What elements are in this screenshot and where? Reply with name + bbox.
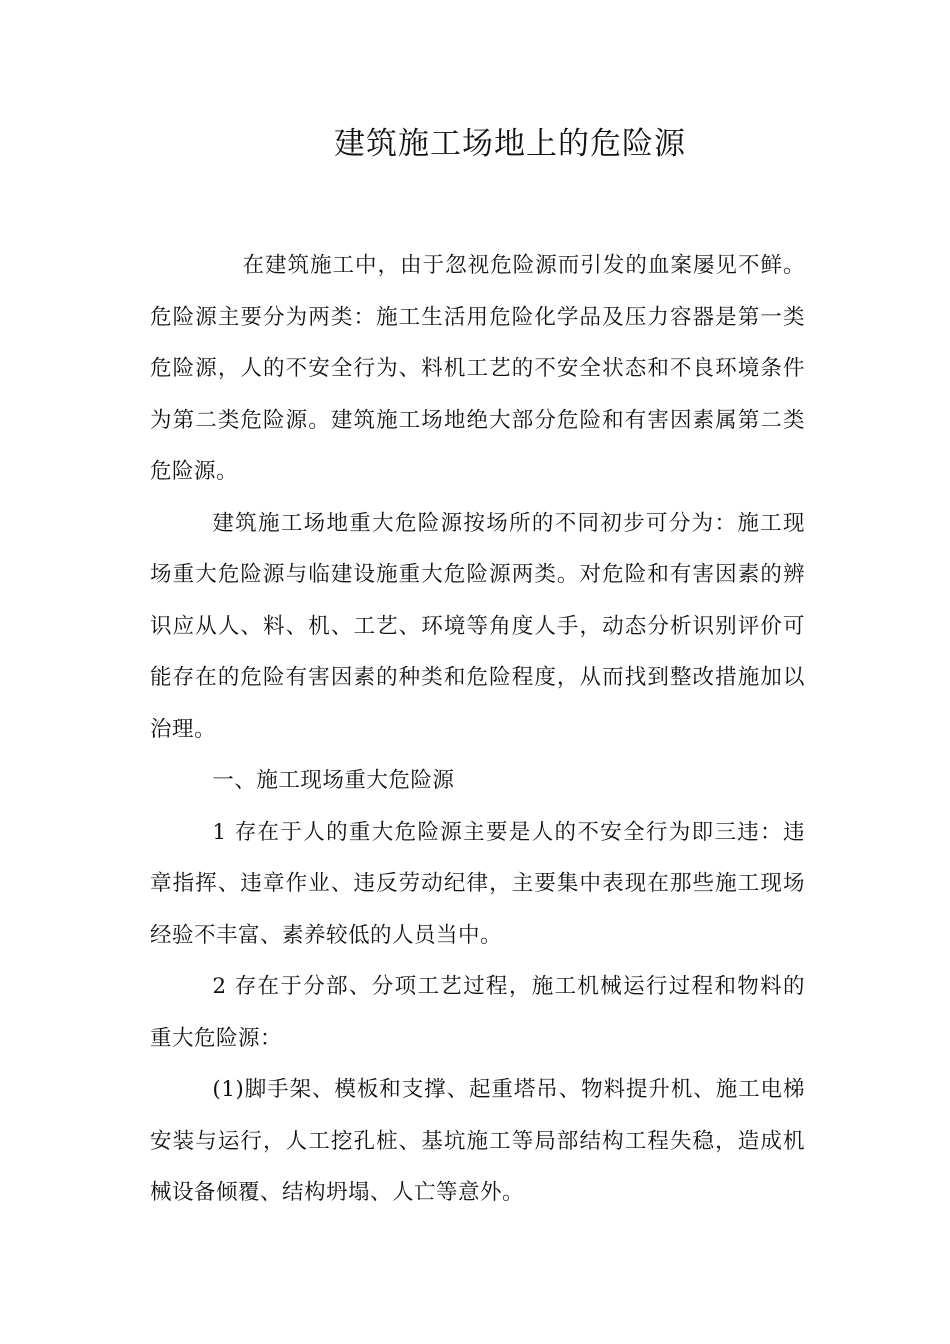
paragraph-classification: 建筑施工场地重大危险源按场所的不同初步可分为：施工现场重大危险源与临建设施重大危险源两类。对危险和有害因素的辨识应从人、料、机、工艺、环境等角度人手，动态分析识别评价可能存在的危险有害因素的种类和危险程度，从而找到整改措施加以治理。	[150, 510, 805, 742]
paragraph-human-hazards: 1 存在于人的重大危险源主要是人的不安全行为即三违：违章指挥、违章作业、违反劳动纪律，主要集中表现在那些施工现场经验不丰富、素养较低的人员当中。	[150, 819, 805, 948]
paragraph-structural-hazards: (1)脚手架、模板和支撑、起重塔吊、物料提升机、施工电梯安装与运行，人工挖孔桩、基坑施工等局部结构工程失稳，造成机械设备倾覆、结构坍塌、人亡等意外。	[150, 1077, 805, 1205]
section-heading: 一、施工现场重大危险源	[212, 768, 455, 793]
paragraph-intro: 在建筑施工中，由于忽视危险源而引发的血案屡见不鲜。危险源主要分为两类：施工生活用危险化学品及压力容器是第一类危险源，人的不安全行为、料机工艺的不安全状态和不良环境条件为第二类危险源。建筑施工场地绝大部分危险和有害因素属第二类危险源。	[150, 253, 805, 484]
document-body	[150, 240, 805, 1219]
paragraph-process-hazards: 2 存在于分部、分项工艺过程，施工机械运行过程和物料的重大危险源：	[150, 974, 805, 1051]
document-title: 建筑施工场地上的危险源	[334, 126, 686, 162]
